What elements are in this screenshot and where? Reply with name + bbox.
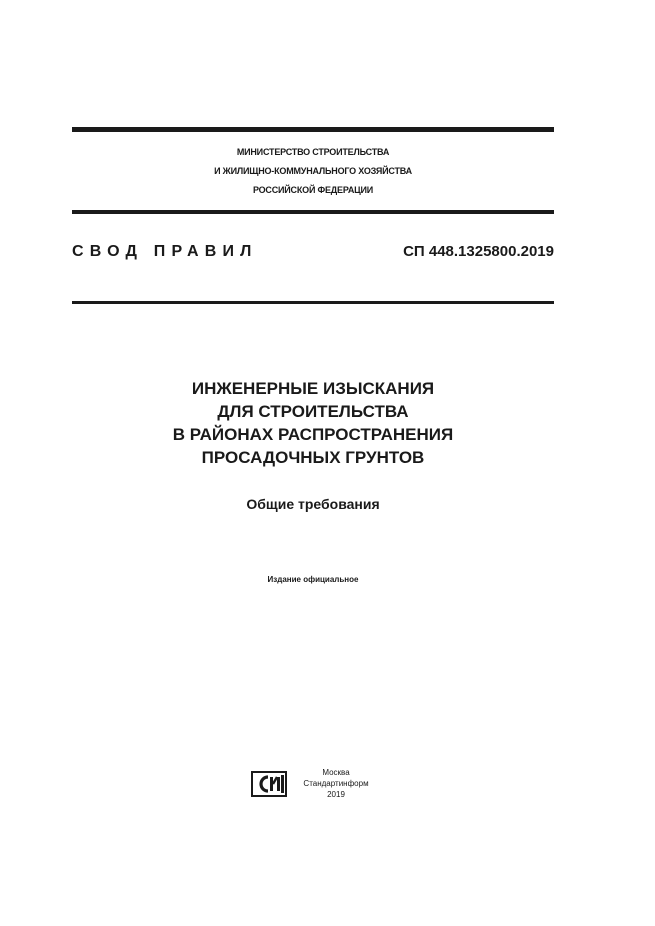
title-line-3: В РАЙОНАХ РАСПРОСТРАНЕНИЯ bbox=[172, 425, 454, 444]
top-rule bbox=[72, 127, 554, 132]
publication-year: 2019 bbox=[327, 790, 345, 799]
document-code-row bbox=[72, 243, 554, 265]
lower-rule bbox=[72, 301, 554, 304]
title-line-2: ДЛЯ СТРОИТЕЛЬСТВА bbox=[217, 402, 409, 421]
ministry-line-3: РОССИЙСКОЙ ФЕДЕРАЦИИ bbox=[252, 185, 374, 195]
ministry-block bbox=[72, 143, 554, 200]
middle-rule bbox=[72, 210, 554, 214]
ministry-line-1: МИНИСТЕРСТВО СТРОИТЕЛЬСТВА bbox=[236, 147, 390, 157]
edition-note: Издание официальное bbox=[267, 575, 359, 584]
standartinform-logo-icon bbox=[251, 771, 287, 797]
ministry-line-2: И ЖИЛИЩНО-КОММУНАЛЬНОГО ХОЗЯЙСТВА bbox=[214, 166, 412, 176]
series-label: СВОД ПРАВИЛ bbox=[72, 243, 258, 260]
title-line-1: ИНЖЕНЕРНЫЕ ИЗЫСКАНИЯ bbox=[191, 379, 435, 398]
document-subtitle: Общие требования bbox=[246, 496, 380, 512]
publisher-name: Стандартинформ bbox=[303, 779, 369, 788]
document-title bbox=[72, 377, 554, 469]
publisher-city: Москва bbox=[322, 768, 350, 777]
document-code: СП 448.1325800.2019 bbox=[403, 243, 554, 260]
publisher-imprint bbox=[296, 767, 376, 800]
title-line-4: ПРОСАДОЧНЫХ ГРУНТОВ bbox=[201, 448, 425, 467]
